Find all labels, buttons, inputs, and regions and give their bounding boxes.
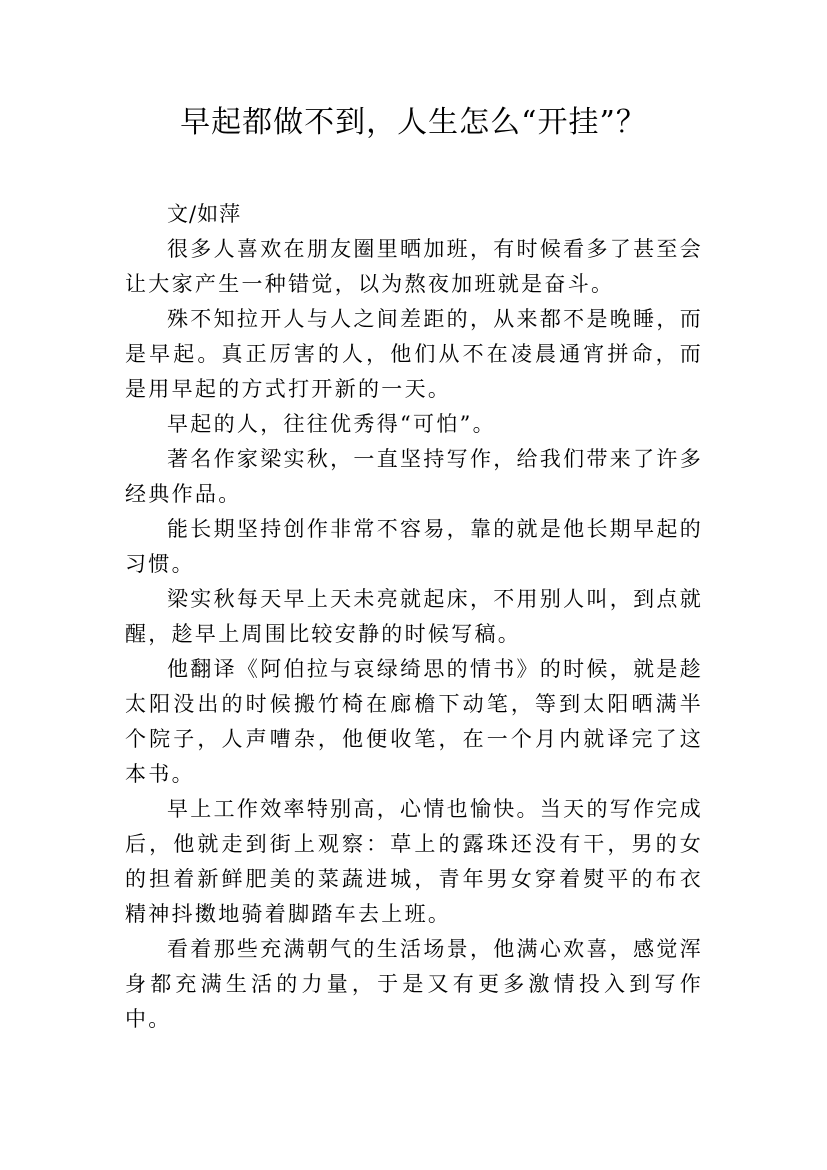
paragraph: 很多人喜欢在朋友圈里晒加班，有时候看多了甚至会让大家产生一种错觉，以为熬夜加班就是奋斗。 <box>125 237 703 296</box>
document-body <box>125 197 703 1037</box>
paragraph: 早上工作效率特别高，心情也愉快。当天的写作完成后，他就走到街上观察：草上的露珠还没有干，男的女的担着新鲜肥美的菜蔬进城，青年男女穿着熨平的布衣精神抖擞地骑着脚踏车去上班。 <box>125 797 703 926</box>
paragraph: 他翻译《阿伯拉与哀绿绮思的情书》的时候，就是趁太阳没出的时候搬竹椅在廊檐下动笔，等到太阳晒满半个院子，人声嘈杂，他便收笔，在一个月内就译完了这本书。 <box>125 657 703 786</box>
paragraph: 早起的人，往往优秀得“可怕”。 <box>167 412 496 436</box>
paragraph: 梁实秋每天早上天未亮就起床，不用别人叫，到点就醒，趁早上周围比较安静的时候写稿。 <box>125 587 703 646</box>
document-title: 早起都做不到，人生怎么“开挂”？ <box>180 105 647 140</box>
paragraph: 看着那些充满朝气的生活场景，他满心欢喜，感觉浑身都充满生活的力量，于是又有更多激情投入到写作中。 <box>125 937 703 1031</box>
paragraph: 著名作家梁实秋，一直坚持写作，给我们带来了许多经典作品。 <box>125 447 703 506</box>
paragraph: 能长期坚持创作非常不容易，靠的就是他长期早起的习惯。 <box>125 517 703 576</box>
byline: 文/如萍 <box>167 202 242 226</box>
paragraph: 殊不知拉开人与人之间差距的，从来都不是晚睡，而是早起。真正厉害的人，他们从不在凌晨通宵拼命，而是用早起的方式打开新的一天。 <box>125 307 703 401</box>
